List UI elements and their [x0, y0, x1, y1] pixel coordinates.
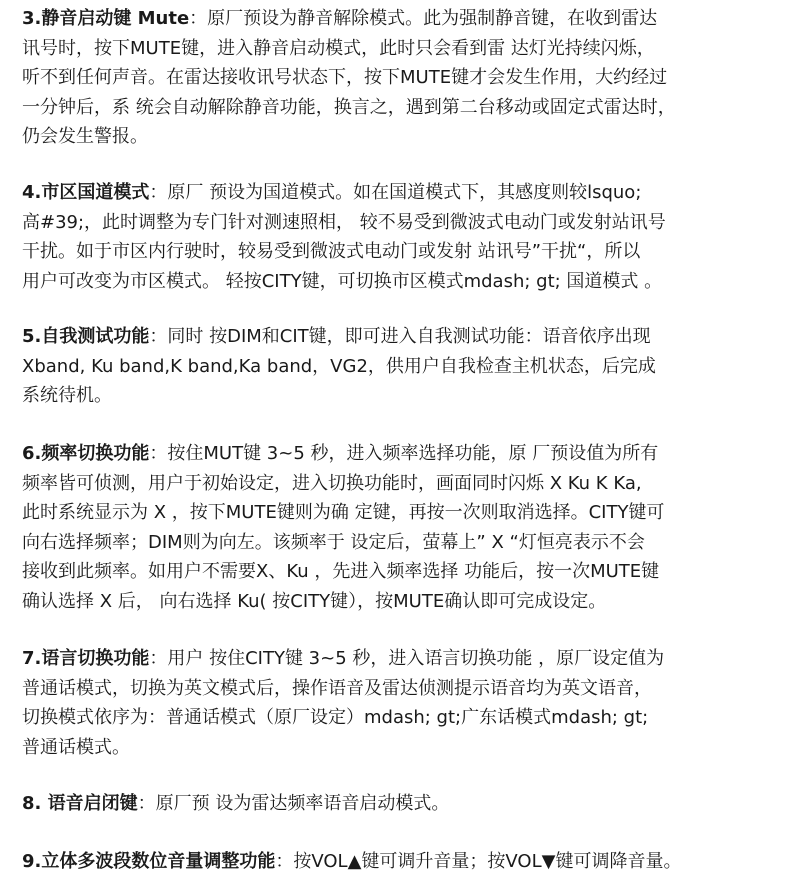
section-heading: 4.市区国道模式: [22, 182, 150, 203]
text-run: ：按住MUT键 3~5 秒，进入频率选择功能，原 厂预设值为所有: [149, 443, 659, 464]
section-language-switch: [22, 644, 790, 762]
text-line: [22, 178, 790, 208]
text-line: 干扰。如于市区内行驶时，较易受到微波式电动门或发射 站讯号”干扰“，所以: [22, 241, 641, 262]
text-line: 一分钟后，系 统会自动解除静音功能，换言之，遇到第二台移动或固定式雷达时，: [22, 96, 676, 118]
section-self-test: [22, 322, 790, 411]
text-line: 普通话模式，切换为英文模式后，操作语音及雷达侦测提示语音均为英文语音，: [22, 677, 652, 699]
text-line: 听不到任何声音。在雷达接收讯号状态下，按下MUTE键才会发生作用，大约经过: [22, 67, 668, 88]
section-frequency-switch: [22, 439, 790, 616]
text-line: 用户可改变为市区模式。 轻按CITY键，可切换市区模式mdash; gt; 国道模式 。: [22, 270, 663, 292]
section-heading: 7.语言切换功能: [22, 648, 150, 669]
text-run: ：原厂 预设为国道模式。如在国道模式下，其感度则较lsquo;: [149, 182, 642, 203]
section-voice-toggle: [22, 789, 790, 819]
text-run: ：原厂预设为静音解除模式。此为强制静音键，在收到雷达: [189, 8, 658, 29]
section-heading: 9.立体多波段数位音量调整功能: [22, 851, 276, 872]
text-line: 切换模式依序为：普通话模式（原厂设定）mdash; gt;广东话模式mdash; gt;: [22, 707, 649, 728]
section-heading: 5.自我测试功能: [22, 326, 150, 347]
section-mute-key: [22, 4, 790, 152]
text-line: 接收到此频率。如用户不需要X、Ku ，先进入频率选择 功能后，按一次MUTE键: [22, 561, 660, 582]
text-line: 此时系统显示为 X ，按下MUTE键则为确 定键，再按一次则取消选择。CITY键可: [22, 502, 665, 523]
section-heading: 6.频率切换功能: [22, 443, 150, 464]
text-line: 确认选择 X 后， 向右选择 Ku( 按CITY键），按MUTE确认即可完成设定。: [22, 590, 607, 612]
section-city-highway-mode: [22, 178, 790, 296]
text-line: 向右选择频率；DIM则为向左。该频率于 设定后，萤幕上” X “灯恒亮表示不会: [22, 531, 645, 553]
text-line: [22, 439, 790, 469]
text-line: Xband, Ku band,K band,Ka band，VG2，供用户自我检查主机状态，后完成: [22, 355, 656, 377]
text-line: [22, 847, 790, 877]
text-line: 仍会发生警报。: [22, 126, 148, 147]
text-line: 普通话模式。: [22, 736, 130, 758]
section-heading: 3.静音启动键 Mute: [22, 8, 190, 29]
text-line: 频率皆可侦测，用户于初始设定，进入切换功能时，画面同时闪烁 X Ku K Ka,: [22, 472, 642, 494]
text-run: ：原厂预 设为雷达频率语音启动模式。: [137, 793, 450, 814]
text-line: [22, 322, 790, 352]
text-line: 系统待机。: [22, 385, 112, 406]
text-line: 讯号时，按下MUTE键，进入静音启动模式，此时只会看到雷 达灯光持续闪烁，: [22, 37, 655, 59]
text-run: ：用户 按住CITY键 3~5 秒，进入语言切换功能 ，原厂设定值为: [149, 648, 665, 669]
text-line: [22, 644, 790, 674]
text-run: ：同时 按DIM和CIT键，即可进入自我测试功能：语音依序出现: [149, 326, 651, 347]
section-volume-adjust: [22, 847, 790, 877]
text-line: [22, 4, 790, 34]
section-heading: 8. 语音启闭键: [22, 793, 138, 814]
text-run: ：按VOL▲键可调升音量；按VOL▼键可调降音量。: [275, 851, 682, 872]
text-line: 高#39;，此时调整为专门针对测速照相， 较不易受到微波式电动门或发射站讯号: [22, 211, 666, 233]
text-line: [22, 789, 790, 819]
